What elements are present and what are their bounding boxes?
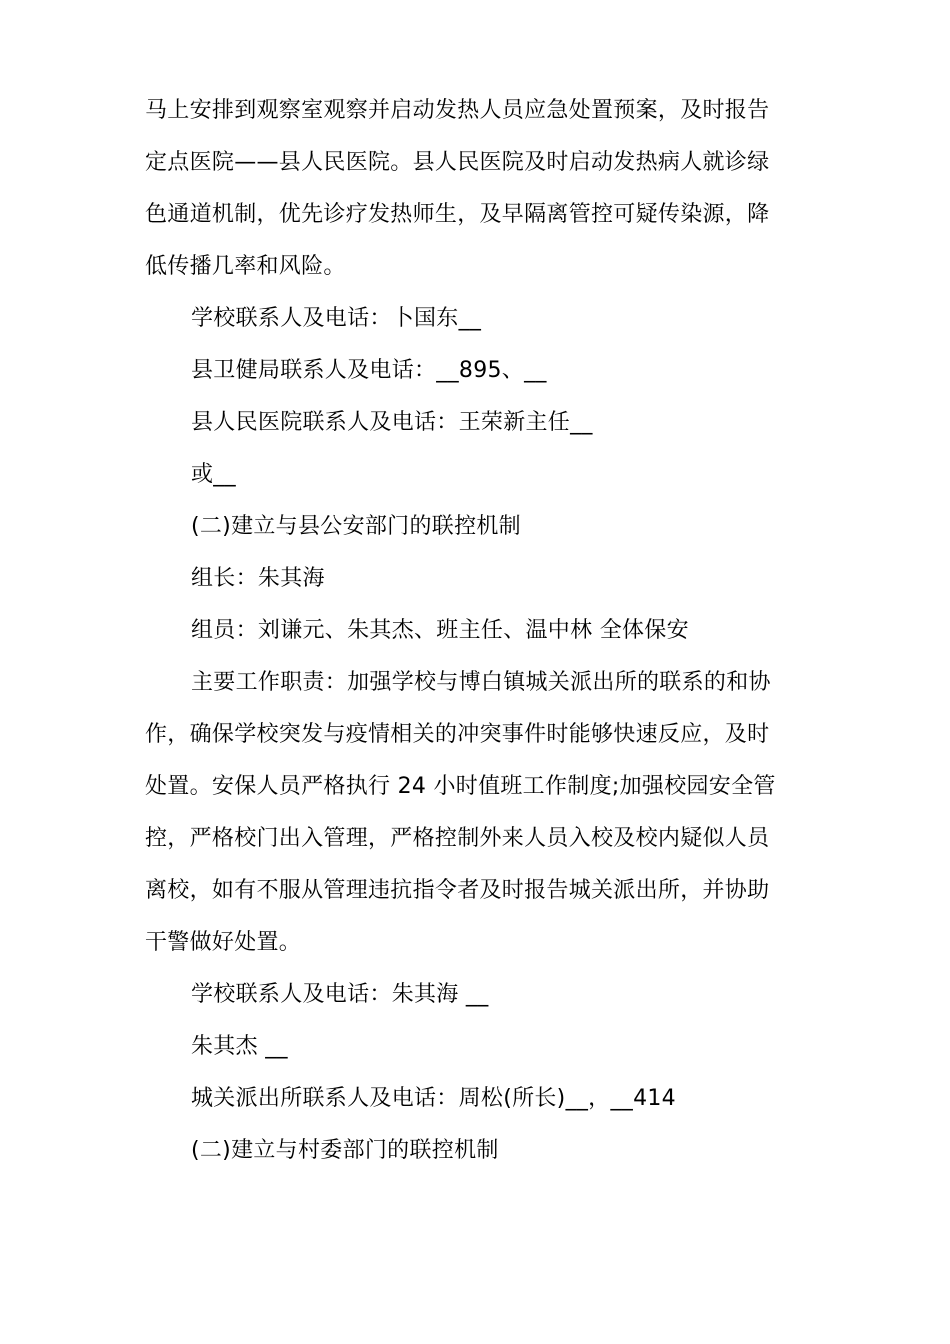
document-body bbox=[145, 85, 815, 1177]
text-line: 朱其杰 __ bbox=[191, 1034, 288, 1059]
paragraph-group-members bbox=[145, 605, 815, 657]
text-line: 低传播几率和风险。 bbox=[145, 254, 346, 279]
text-line: 作，确保学校突发与疫情相关的冲突事件时能够快速反应，及时 bbox=[145, 722, 770, 747]
text-line: 县卫健局联系人及电话：__895、__ bbox=[191, 358, 547, 383]
text-line: 处置。安保人员严格执行 24 小时值班工作制度;加强校园安全管 bbox=[145, 774, 776, 799]
text-line: 或__ bbox=[191, 462, 236, 487]
text-line: 城关派出所联系人及电话：周松(所长)__，__414 bbox=[191, 1086, 676, 1111]
paragraph-hospital-contact bbox=[145, 397, 815, 449]
paragraph-school-contact-2 bbox=[145, 969, 815, 1021]
text-line: 学校联系人及电话：卜国东__ bbox=[191, 306, 482, 331]
text-line: 马上安排到观察室观察并启动发热人员应急处置预案，及时报告 bbox=[145, 98, 770, 123]
text-line: 县人民医院联系人及电话：王荣新主任__ bbox=[191, 410, 593, 435]
text-line: 定点医院——县人民医院。县人民医院及时启动发热病人就诊绿 bbox=[145, 150, 770, 175]
paragraph-second-contact bbox=[145, 1021, 815, 1073]
text-line: 组长：朱其海 bbox=[191, 566, 325, 591]
text-line: 组员：刘谦元、朱其杰、班主任、温中林 全体保安 bbox=[191, 618, 689, 643]
paragraph-emergency-plan bbox=[145, 85, 815, 293]
paragraph-health-bureau-contact bbox=[145, 345, 815, 397]
paragraph-main-duties bbox=[145, 657, 815, 969]
section-heading-village bbox=[145, 1125, 815, 1177]
section-heading-police bbox=[145, 501, 815, 553]
paragraph-alternate-contact bbox=[145, 449, 815, 501]
text-line: 干警做好处置。 bbox=[145, 930, 302, 955]
text-line: (二)建立与村委部门的联控机制 bbox=[191, 1138, 499, 1163]
paragraph-school-contact bbox=[145, 293, 815, 345]
text-line: 色通道机制，优先诊疗发热师生，及早隔离管控可疑传染源，降 bbox=[145, 202, 770, 227]
paragraph-police-station-contact bbox=[145, 1073, 815, 1125]
text-line: 控，严格校门出入管理，严格控制外来人员入校及校内疑似人员 bbox=[145, 826, 770, 851]
text-line: 离校，如有不服从管理违抗指令者及时报告城关派出所，并协助 bbox=[145, 878, 770, 903]
text-line: 学校联系人及电话：朱其海 __ bbox=[191, 982, 489, 1007]
paragraph-group-leader bbox=[145, 553, 815, 605]
text-line: 主要工作职责：加强学校与博白镇城关派出所的联系的和协 bbox=[191, 670, 771, 695]
text-line: (二)建立与县公安部门的联控机制 bbox=[191, 514, 521, 539]
